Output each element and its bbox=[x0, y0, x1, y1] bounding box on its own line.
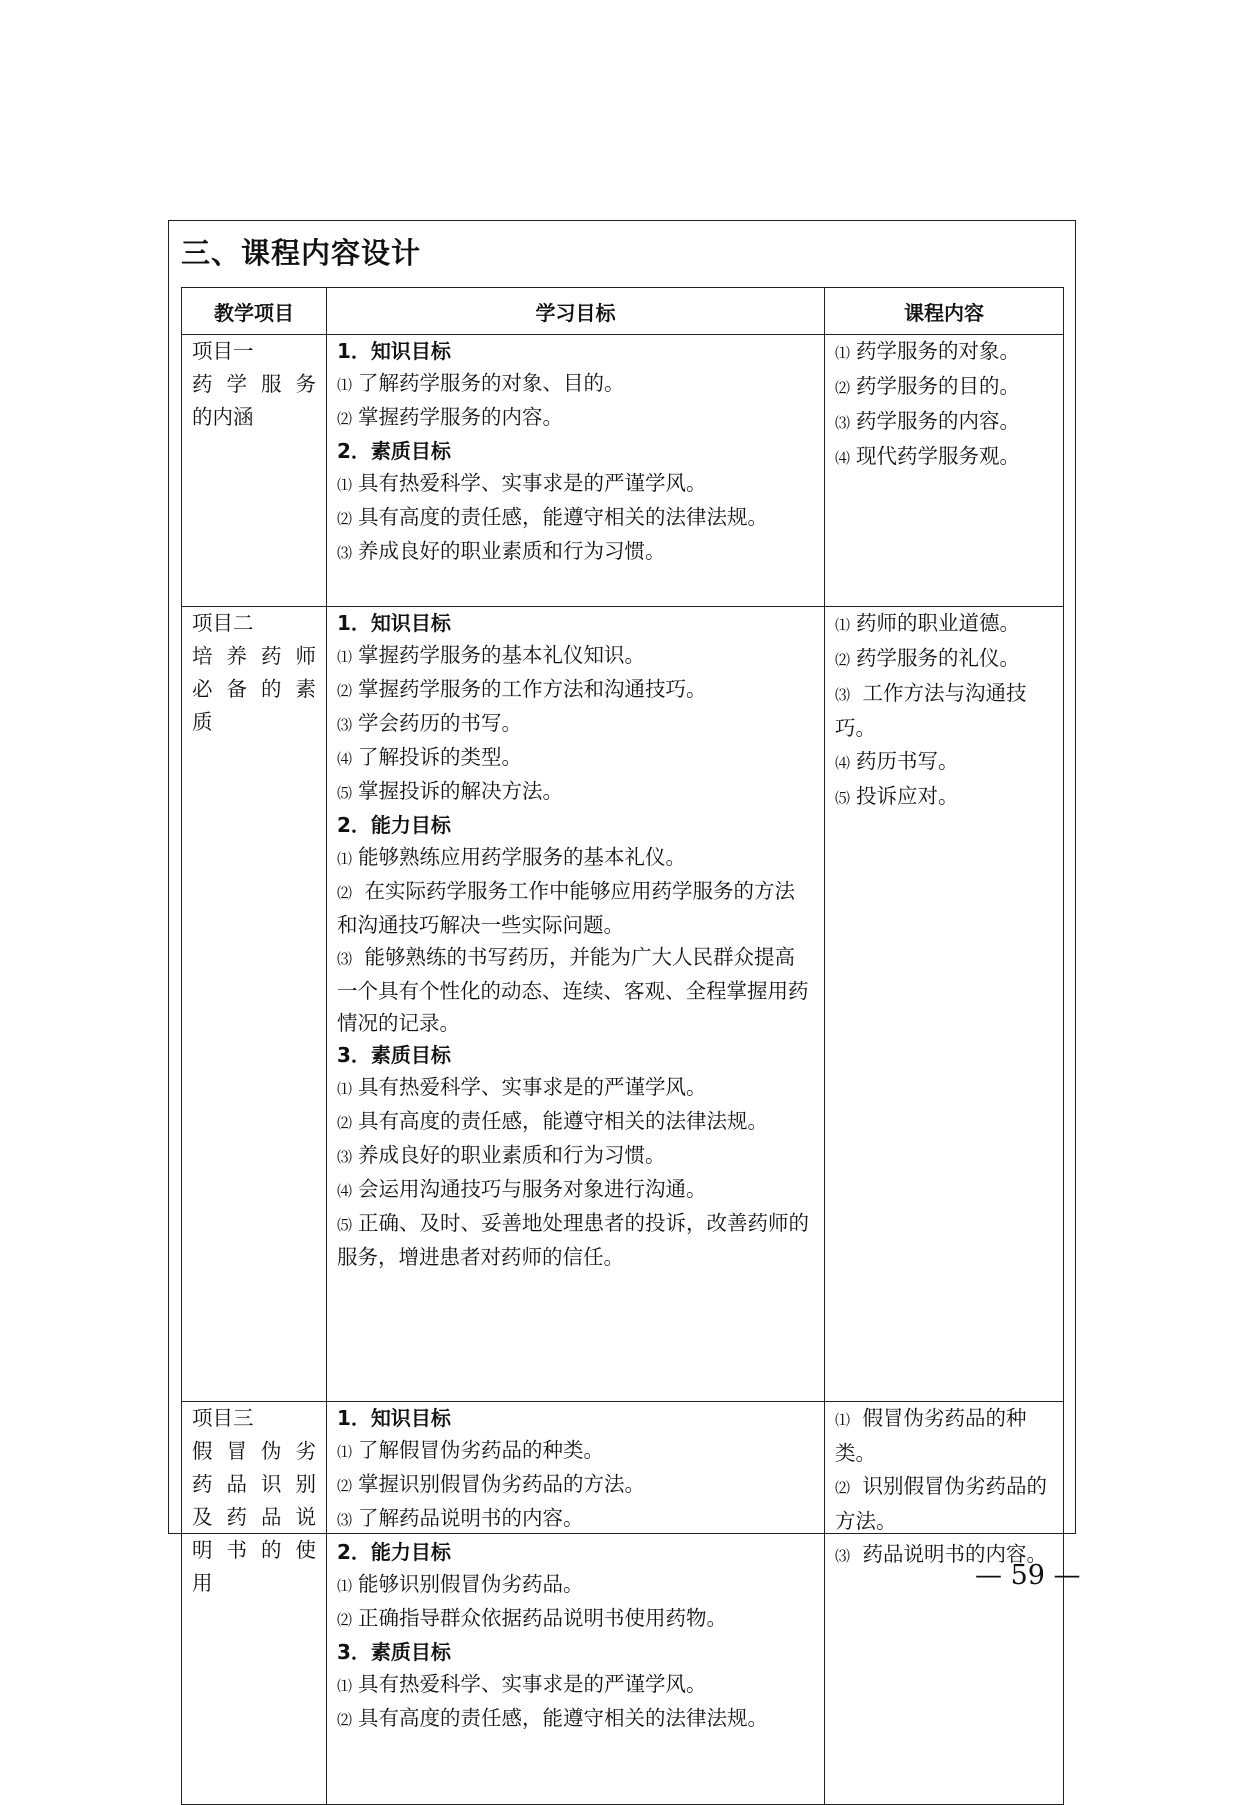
item-text: 正确指导群众依据药品说明书使用药物。 bbox=[358, 1606, 728, 1630]
header-project: 教学项目 bbox=[182, 288, 327, 335]
item-text: 具有热爱科学、实事求是的严谨学风。 bbox=[358, 1075, 707, 1099]
item-text: 掌握药学服务的工作方法和沟通技巧。 bbox=[358, 677, 707, 701]
goals-cell bbox=[327, 1402, 825, 1805]
item-text: 识别假冒伪劣药品的方法。 bbox=[835, 1474, 1048, 1533]
content-item bbox=[835, 370, 1053, 405]
goal-heading: 1．知识目标 bbox=[337, 339, 451, 363]
item-number: ⑴ bbox=[835, 1411, 851, 1429]
item-text: 假冒伪劣药品的种类。 bbox=[835, 1406, 1027, 1465]
item-number: ⑶ bbox=[337, 1148, 353, 1166]
item-text: 药品说明书的内容。 bbox=[856, 1542, 1048, 1566]
goals-cell bbox=[327, 607, 825, 1402]
goals-cell bbox=[327, 335, 825, 607]
item-text: 工作方法与沟通技巧。 bbox=[835, 681, 1027, 740]
item-number: ⑴ bbox=[337, 850, 353, 868]
goal-item bbox=[337, 1468, 814, 1502]
goal-heading: 3．素质目标 bbox=[337, 1043, 451, 1067]
goal-item bbox=[337, 741, 814, 775]
item-text: 药学服务的内容。 bbox=[856, 409, 1021, 433]
item-text: 药师的职业道德。 bbox=[856, 611, 1021, 635]
project-cell bbox=[182, 335, 327, 607]
goal-item bbox=[337, 1434, 814, 1468]
item-text: 投诉应对。 bbox=[856, 784, 959, 808]
project-cell bbox=[182, 607, 327, 1402]
item-text: 具有高度的责任感，能遵守相关的法律法规。 bbox=[358, 505, 769, 529]
item-text: 掌握识别假冒伪劣药品的方法。 bbox=[358, 1472, 646, 1496]
content-item bbox=[835, 745, 1053, 780]
goal-item bbox=[337, 1568, 814, 1602]
goal-heading: 2．能力目标 bbox=[337, 813, 451, 837]
goal-item bbox=[337, 639, 814, 673]
goal-item bbox=[337, 1173, 814, 1207]
item-number: ⑵ bbox=[337, 1114, 353, 1132]
project-name-line: 药 品 识 别 bbox=[192, 1472, 316, 1496]
goal-item bbox=[337, 401, 814, 435]
header-goals: 学习目标 bbox=[327, 288, 825, 335]
table-row bbox=[182, 607, 1064, 1402]
item-number: ⑵ bbox=[337, 884, 353, 902]
project-name-line: 假 冒 伪 劣 bbox=[192, 1439, 316, 1463]
item-number: ⑴ bbox=[835, 616, 851, 634]
item-number: ⑴ bbox=[337, 648, 353, 666]
item-number: ⑴ bbox=[337, 1080, 353, 1098]
content-item bbox=[835, 405, 1053, 440]
item-text: 了解假冒伪劣药品的种类。 bbox=[358, 1438, 605, 1462]
goal-item bbox=[337, 875, 814, 941]
goal-item bbox=[337, 1139, 814, 1173]
content-item bbox=[835, 607, 1053, 642]
item-text: 掌握药学服务的基本礼仪知识。 bbox=[358, 643, 646, 667]
content-item bbox=[835, 677, 1053, 745]
content-item bbox=[835, 1470, 1053, 1538]
item-number: ⑶ bbox=[337, 1511, 353, 1529]
course-content-table bbox=[181, 287, 1064, 1805]
table-row bbox=[182, 1402, 1064, 1805]
goal-item bbox=[337, 1502, 814, 1536]
content-item bbox=[835, 780, 1053, 815]
item-text: 掌握投诉的解决方法。 bbox=[358, 779, 564, 803]
item-number: ⑵ bbox=[337, 1611, 353, 1629]
item-number: ⑷ bbox=[337, 750, 353, 768]
item-number: ⑸ bbox=[835, 789, 851, 807]
item-text: 了解投诉的类型。 bbox=[358, 745, 523, 769]
project-name-line: 明 书 的 使 bbox=[192, 1538, 316, 1562]
item-text: 能够熟练的书写药历，并能为广大人民群众提高一个具有个性化的动态、连续、客观、全程掌握用药情况的记录。 bbox=[337, 945, 809, 1035]
item-number: ⑵ bbox=[835, 379, 851, 397]
contents-cell bbox=[825, 335, 1064, 607]
project-name-line: 必 备 的 素 bbox=[192, 677, 316, 701]
item-text: 能够识别假冒伪劣药品。 bbox=[358, 1572, 584, 1596]
item-number: ⑴ bbox=[337, 1443, 353, 1461]
goal-heading: 3．素质目标 bbox=[337, 1640, 451, 1664]
item-number: ⑵ bbox=[337, 1711, 353, 1729]
item-number: ⑵ bbox=[337, 682, 353, 700]
item-number: ⑵ bbox=[835, 651, 851, 669]
item-number: ⑸ bbox=[337, 1216, 353, 1234]
goal-item bbox=[337, 841, 814, 875]
project-name-line: 药 学 服 务 bbox=[192, 372, 316, 396]
goal-heading: 1．知识目标 bbox=[337, 611, 451, 635]
item-number: ⑴ bbox=[337, 1677, 353, 1695]
project-name-line: 的内涵 bbox=[192, 405, 254, 429]
item-number: ⑵ bbox=[337, 410, 353, 428]
item-number: ⑴ bbox=[337, 476, 353, 494]
goal-item bbox=[337, 467, 814, 501]
item-number: ⑴ bbox=[337, 376, 353, 394]
item-number: ⑴ bbox=[835, 344, 851, 362]
item-text: 掌握药学服务的内容。 bbox=[358, 405, 564, 429]
item-text: 具有热爱科学、实事求是的严谨学风。 bbox=[358, 1672, 707, 1696]
table-row bbox=[182, 335, 1064, 607]
goal-item bbox=[337, 1207, 814, 1273]
item-text: 现代药学服务观。 bbox=[856, 444, 1021, 468]
content-item bbox=[835, 1402, 1053, 1470]
goal-item bbox=[337, 1071, 814, 1105]
goal-item bbox=[337, 535, 814, 569]
content-item bbox=[835, 335, 1053, 370]
item-text: 具有高度的责任感，能遵守相关的法律法规。 bbox=[358, 1109, 769, 1133]
goal-item bbox=[337, 1602, 814, 1636]
item-text: 药历书写。 bbox=[856, 749, 959, 773]
goal-item bbox=[337, 367, 814, 401]
section-title: 三、课程内容设计 bbox=[181, 236, 422, 270]
header-content: 课程内容 bbox=[825, 288, 1064, 335]
project-name-line: 质 bbox=[192, 710, 213, 734]
project-cell bbox=[182, 1402, 327, 1805]
content-item bbox=[835, 440, 1053, 475]
project-name-line: 及 药 品 说 bbox=[192, 1505, 316, 1529]
goal-item bbox=[337, 775, 814, 809]
item-text: 具有热爱科学、实事求是的严谨学风。 bbox=[358, 471, 707, 495]
project-name-line: 项目一 bbox=[192, 339, 254, 363]
goal-item bbox=[337, 1105, 814, 1139]
item-text: 养成良好的职业素质和行为习惯。 bbox=[358, 539, 666, 563]
item-text: 药学服务的对象。 bbox=[856, 339, 1021, 363]
goal-heading: 2．能力目标 bbox=[337, 1540, 451, 1564]
goal-item bbox=[337, 501, 814, 535]
item-number: ⑷ bbox=[337, 1182, 353, 1200]
goal-item bbox=[337, 707, 814, 741]
item-text: 会运用沟通技巧与服务对象进行沟通。 bbox=[358, 1177, 707, 1201]
item-number: ⑵ bbox=[337, 1477, 353, 1495]
item-number: ⑶ bbox=[337, 716, 353, 734]
item-number: ⑶ bbox=[337, 950, 353, 968]
item-text: 在实际药学服务工作中能够应用药学服务的方法和沟通技巧解决一些实际问题。 bbox=[337, 879, 796, 937]
item-number: ⑶ bbox=[835, 1547, 851, 1565]
item-text: 养成良好的职业素质和行为习惯。 bbox=[358, 1143, 666, 1167]
item-number: ⑷ bbox=[835, 754, 851, 772]
item-number: ⑴ bbox=[337, 1577, 353, 1595]
goal-item bbox=[337, 941, 814, 1039]
contents-cell bbox=[825, 607, 1064, 1402]
goal-heading: 2．素质目标 bbox=[337, 439, 451, 463]
item-text: 了解药学服务的对象、目的。 bbox=[358, 371, 625, 395]
project-name-line: 项目二 bbox=[192, 611, 254, 635]
item-text: 药学服务的礼仪。 bbox=[856, 646, 1021, 670]
item-number: ⑸ bbox=[337, 784, 353, 802]
item-number: ⑵ bbox=[835, 1479, 851, 1497]
project-name-line: 培 养 药 师 bbox=[192, 644, 316, 668]
goal-item bbox=[337, 1668, 814, 1702]
page-number: — 59 — bbox=[975, 1560, 1081, 1591]
item-text: 正确、及时、妥善地处理患者的投诉，改善药师的服务，增进患者对药师的信任。 bbox=[337, 1211, 810, 1269]
item-number: ⑶ bbox=[835, 414, 851, 432]
item-text: 能够熟练应用药学服务的基本礼仪。 bbox=[358, 845, 687, 869]
item-number: ⑷ bbox=[835, 449, 851, 467]
item-number: ⑶ bbox=[835, 686, 851, 704]
content-item bbox=[835, 642, 1053, 677]
contents-cell bbox=[825, 1402, 1064, 1805]
project-name-line: 用 bbox=[192, 1571, 213, 1595]
goal-heading: 1．知识目标 bbox=[337, 1406, 451, 1430]
project-name-line: 项目三 bbox=[192, 1406, 254, 1430]
item-text: 具有高度的责任感，能遵守相关的法律法规。 bbox=[358, 1706, 769, 1730]
item-text: 药学服务的目的。 bbox=[856, 374, 1021, 398]
item-number: ⑶ bbox=[337, 544, 353, 562]
item-number: ⑵ bbox=[337, 510, 353, 528]
goal-item bbox=[337, 673, 814, 707]
goal-item bbox=[337, 1702, 814, 1736]
item-text: 了解药品说明书的内容。 bbox=[358, 1506, 584, 1530]
item-text: 学会药历的书写。 bbox=[358, 711, 523, 735]
table-header-row bbox=[182, 288, 1064, 335]
